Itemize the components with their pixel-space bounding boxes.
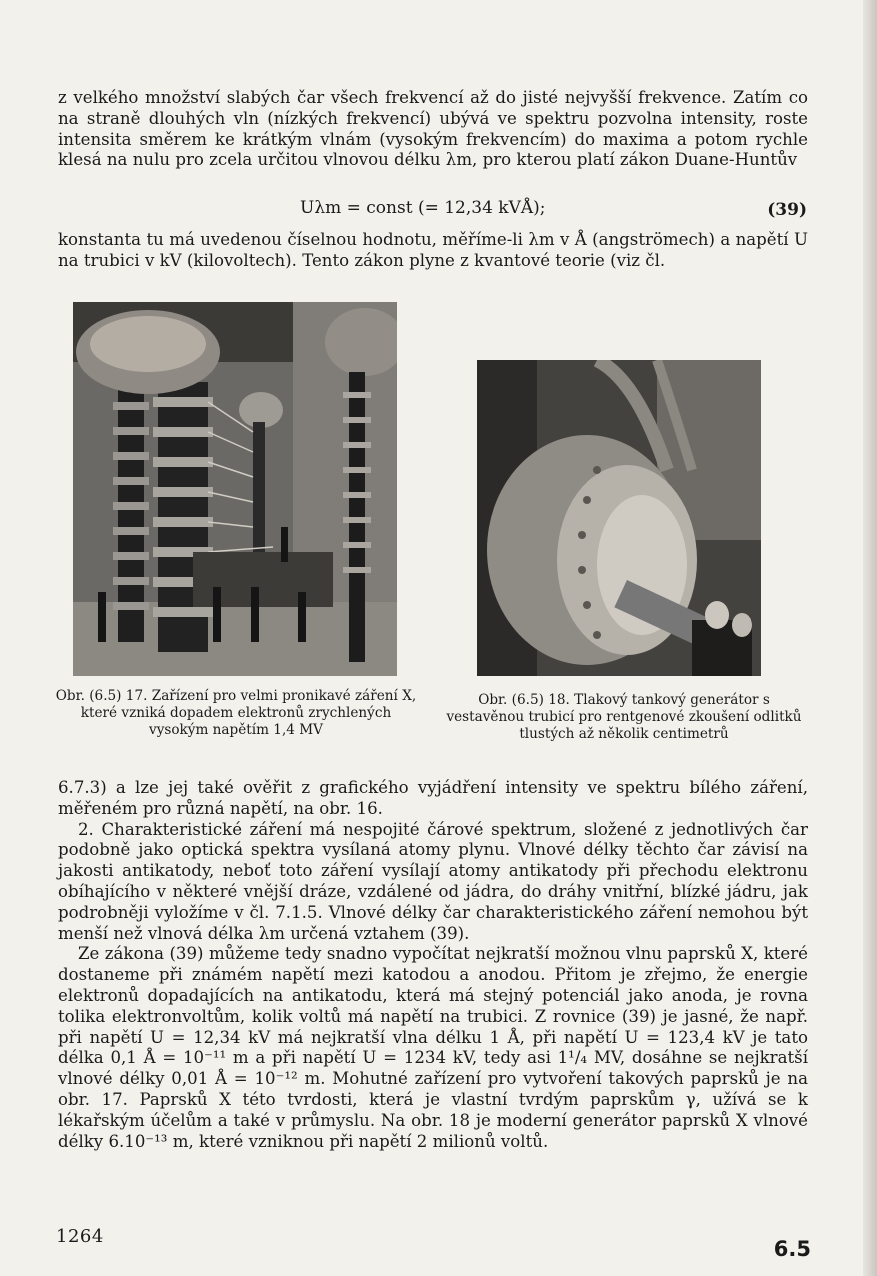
- figure-18-caption: Obr. (6.5) 18. Tlakový tankový generátor s vestavěnou trubicí pro rentgenové zkoušení odlitků tlustých až několik centimetrů: [446, 692, 802, 742]
- section-number: 6.5: [773, 1237, 811, 1261]
- equation-number: (39): [767, 200, 807, 220]
- formula-39: Uλm = const (= 12,34 kVÅ);: [300, 198, 546, 218]
- figure-17-caption: Obr. (6.5) 17. Zařízení pro velmi pronikavé záření X, které vzniká dopadem elektronů zrychlených vysokým napětím 1,4 MV: [55, 688, 417, 738]
- page-number: 1264: [56, 1226, 104, 1247]
- paragraph-shortest-wavelength: Ze zákona (39) můžeme tedy snadno vypočítat nejkratší možnou vlnu paprsků X, které dostaneme při známém napětí mezi katodou a anodou. Přitom je zřejmo, že energie elektronů dopadajících na antikatodu, která má stejný potenciál jako anoda, je rovna tolika elektronvoltům, kolik voltů má napětí na trubici. Z rovnice (39) je jasné, že např. při napětí U = 12,34 kV má nejkratší vlna délku 1 Å, při napětí U = 123,4 kV je tato délka 0,1 Å = 10⁻¹¹ m a při napětí U = 1234 kV, tedy asi 1¹/₄ MV, dosáhne se nejkratší vlnové délky 0,01 Å = 10⁻¹² m. Mohutné zařízení pro vytvoření takových paprsků je na obr. 17. Paprsků X této tvrdosti, která je vlastní tvrdým paprskům γ, užívá se k lékařským účelům a také v průmyslu. Na obr. 18 je moderní generátor paprsků X vlnové délky 6.10⁻¹³ m, které vzniknou při napětí 2 milionů voltů.: [58, 944, 808, 1151]
- page-edge: [863, 0, 877, 1276]
- tank-generator-illustration: [477, 360, 761, 676]
- high-voltage-apparatus-illustration: [73, 302, 397, 676]
- figure-17-photo: [73, 302, 397, 676]
- text-paragraph-top: [58, 88, 808, 171]
- paragraph-continuation: 6.7.3) a lze jej také ověřit z grafického vyjádření intensity ve spektru bílého záření, měřeném pro různá napětí, na obr. 16.: [58, 778, 808, 818]
- paragraph-duane-hunt: z velkého množství slabých čar všech frekvencí až do jisté nejvyšší frekvence. Zatím co na straně dlouhých vln (nízkých frekvencí) ubývá ve spektru pozvolna intensity, roste intensita směrem ke krátkým vlnám (vysokým frekvencím) do maxima a potom rychle klesá na nulu pro zcela určitou vlnovou délku λm, pro kterou platí zákon Duane-Huntův: [58, 88, 808, 170]
- text-paragraph-after-formula: [58, 230, 808, 272]
- paragraph-constant: konstanta tu má uvedenou číselnou hodnotu, měříme-li λm v Å (angströmech) a napětí U na trubici v kV (kilovoltech). Tento zákon plyne z kvantové teorie (viz čl.: [58, 230, 808, 270]
- text-paragraphs-bottom: [58, 778, 808, 1152]
- figure-18-photo: [477, 360, 761, 676]
- paragraph-characteristic-radiation: 2. Charakteristické záření má nespojité čárové spektrum, složené z jednotlivých čar podobně jako optická spektra vysílaná atomy plynu. Vlnové délky těchto čar závisí na jakosti antikatody, neboť toto záření vysílají atomy antikatody při přechodu elektronu obíhajícího v některé vnější dráze, vzdálené od jádra, do dráhy vnitřní, blízké jádru, jak podrobněji vyložíme v čl. 7.1.5. Vlnové délky čar charakteristického záření nemohou být menší než vlnová délka λm určená vztahem (39).: [58, 819, 808, 943]
